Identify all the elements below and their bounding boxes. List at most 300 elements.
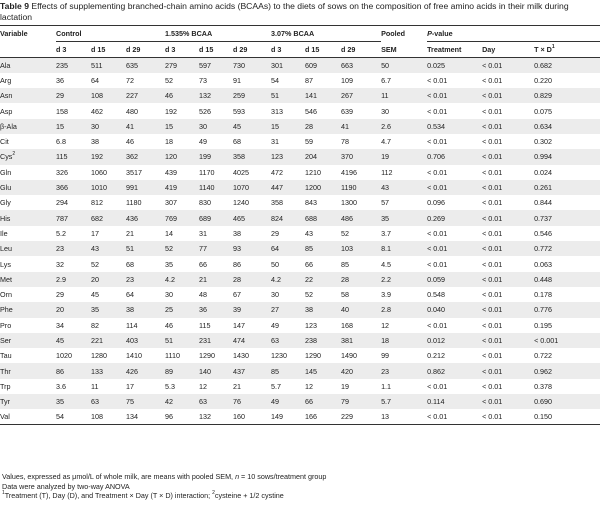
header-sem: SEM — [381, 44, 397, 54]
table-cell: 0.075 — [534, 106, 553, 116]
table-cell: 0.862 — [427, 366, 446, 376]
table-cell: 0.690 — [534, 397, 553, 407]
table-cell: 0.012 — [427, 335, 446, 345]
table-cell: < 0.01 — [482, 335, 503, 345]
table-cell: < 0.01 — [482, 381, 503, 391]
table-cell: < 0.01 — [427, 320, 448, 330]
table-cell: 1020 — [56, 351, 72, 361]
table-cell: 472 — [271, 167, 284, 177]
variable-name: Cys$^2$ — [0, 151, 16, 162]
table-row — [0, 409, 600, 424]
table-cell: 29 — [56, 290, 64, 300]
table-cell: 21 — [199, 274, 208, 284]
header-control-d29: d 29 — [126, 45, 141, 54]
table-cell: 99 — [381, 351, 390, 361]
variable-name: Asp — [0, 106, 13, 116]
table-cell: 5.7 — [271, 381, 282, 391]
table-cell: 49 — [199, 137, 208, 147]
table-cell: 46 — [165, 91, 174, 101]
table-cell: 593 — [233, 106, 246, 116]
table-cell: 23 — [381, 366, 390, 376]
table-cell: 824 — [271, 213, 284, 223]
table-cell: 526 — [199, 106, 212, 116]
table-cell: 199 — [199, 152, 212, 162]
table-cell: < 0.01 — [482, 183, 503, 193]
table-cell: 15 — [165, 121, 174, 131]
table-cell: 38 — [233, 228, 242, 238]
variable-name: Thr — [0, 366, 11, 376]
table-cell: 11 — [381, 91, 389, 101]
table-cell: 1060 — [91, 167, 107, 177]
table-cell: 426 — [126, 366, 138, 376]
header-txd: $T \times D^1$ — [534, 44, 555, 54]
table-caption — [0, 1, 598, 22]
table-cell: 58 — [341, 290, 350, 300]
table-cell: 39 — [233, 305, 242, 315]
table-cell: 108 — [91, 412, 103, 422]
table-cell: 1300 — [341, 198, 358, 208]
table-cell: 52 — [165, 244, 174, 254]
table-cell: 0.059 — [427, 274, 446, 284]
table-cell: 66 — [305, 259, 314, 269]
table-cell: 45 — [91, 290, 99, 300]
table-cell: 17 — [126, 381, 134, 391]
table-cell: 15 — [56, 121, 64, 131]
table-cell: 147 — [233, 320, 246, 330]
table-cell: < 0.01 — [482, 274, 503, 284]
table-cell: 57 — [381, 198, 390, 208]
header-day: Day — [482, 45, 496, 54]
table-cell: 141 — [305, 91, 318, 101]
table-cell: < 0.01 — [482, 198, 503, 208]
table-row — [0, 73, 600, 88]
table-cell: 1010 — [91, 183, 107, 193]
table-cell: 18 — [381, 335, 390, 345]
table-cell: 51 — [165, 335, 174, 345]
table-cell: < 0.01 — [482, 320, 503, 330]
table-cell: 11 — [91, 381, 99, 391]
table-cell: 3517 — [126, 167, 142, 177]
header-variable: Variable — [0, 29, 28, 39]
table-row — [0, 379, 600, 394]
table-cell: 0.114 — [427, 397, 445, 407]
table-cell: 21 — [233, 381, 242, 391]
table-cell: 326 — [56, 167, 68, 177]
table-cell: 109 — [341, 75, 354, 85]
table-cell: 64 — [126, 290, 134, 300]
table-cell: 419 — [165, 183, 178, 193]
table-cell: 149 — [271, 412, 284, 422]
table-cell: 19 — [341, 381, 350, 391]
table-cell: 403 — [126, 335, 138, 345]
table-cell: 462 — [91, 106, 103, 116]
table-cell: 96 — [165, 412, 174, 422]
table-cell: 78 — [341, 137, 350, 147]
table-cell: 1290 — [305, 351, 322, 361]
table-cell: 0.195 — [534, 320, 553, 330]
table-cell: 64 — [91, 75, 99, 85]
table-cell: 22 — [305, 274, 314, 284]
variable-name: Glu — [0, 183, 12, 193]
table-row — [0, 256, 600, 271]
table-cell: < 0.01 — [482, 137, 503, 147]
variable-name: Gln — [0, 167, 12, 177]
table-cell: < 0.01 — [482, 305, 503, 315]
header-control-d3: d 3 — [56, 45, 67, 54]
table-cell: 635 — [126, 60, 138, 70]
table-cell: 991 — [126, 183, 138, 193]
table-row — [0, 241, 600, 256]
table-cell: 192 — [165, 106, 178, 116]
table-cell: < 0.01 — [427, 412, 448, 422]
table-cell: 86 — [233, 259, 242, 269]
table-cell: 32 — [56, 259, 64, 269]
table-cell: 72 — [126, 75, 134, 85]
table-cell: 358 — [233, 152, 246, 162]
table-cell: 49 — [271, 397, 280, 407]
table-cell: 0.737 — [534, 213, 553, 223]
table-title: Effects of supplementing branched-chain amino acids (BCAAs) to the diets of sows on the composition of free amino acids in their milk during lactation — [0, 1, 569, 22]
table-cell: 12 — [199, 381, 208, 391]
table-row — [0, 134, 600, 149]
table-cell: 54 — [56, 412, 64, 422]
amino-acid-table — [0, 25, 600, 425]
table-cell: 132 — [199, 91, 212, 101]
table-cell: 82 — [91, 320, 99, 330]
header-group-row — [0, 26, 600, 42]
table-cell: 30 — [165, 290, 174, 300]
table-cell: 843 — [305, 198, 318, 208]
table-label: Table 9 — [0, 1, 29, 11]
table-cell: 0.269 — [427, 213, 446, 223]
table-cell: 812 — [91, 198, 103, 208]
table-row — [0, 348, 600, 363]
table-cell: 730 — [233, 60, 246, 70]
table-cell: 27 — [271, 305, 280, 315]
table-cell: 35 — [56, 397, 64, 407]
header-bcaa2-d3: d 3 — [271, 45, 282, 54]
table-cell: 439 — [165, 167, 178, 177]
variable-name: Phe — [0, 305, 13, 315]
table-row — [0, 318, 600, 333]
table-cell: 0.302 — [534, 137, 553, 147]
table-row — [0, 394, 600, 409]
table-cell: < 0.01 — [427, 228, 448, 238]
table-cell: 546 — [305, 106, 318, 116]
table-cell: 689 — [199, 213, 212, 223]
table-cell: 0.025 — [427, 60, 446, 70]
table-cell: 85 — [305, 244, 314, 254]
table-cell: 29 — [271, 228, 280, 238]
table-cell: 18 — [165, 137, 174, 147]
variable-name: His — [0, 213, 11, 223]
table-cell: 688 — [305, 213, 318, 223]
table-cell: 1230 — [271, 351, 288, 361]
table-cell: 0.178 — [534, 290, 553, 300]
table-cell: 0.776 — [534, 305, 553, 315]
table-cell: 132 — [199, 412, 212, 422]
variable-name: β-Ala — [0, 121, 17, 131]
variable-name: Ser — [0, 335, 12, 345]
table-cell: < 0.01 — [482, 60, 503, 70]
table-row — [0, 302, 600, 317]
table-cell: 158 — [56, 106, 68, 116]
table-cell: 362 — [126, 152, 138, 162]
table-cell: 31 — [199, 228, 208, 238]
table-cell: 0.634 — [534, 121, 553, 131]
table-cell: 120 — [165, 152, 178, 162]
table-cell: 259 — [233, 91, 246, 101]
table-cell: 12 — [381, 320, 390, 330]
table-cell: 4.5 — [381, 259, 392, 269]
table-cell: 1240 — [233, 198, 250, 208]
table-cell: 85 — [341, 259, 350, 269]
table-row — [0, 180, 600, 195]
table-cell: 0.994 — [534, 152, 553, 162]
table-cell: 204 — [305, 152, 318, 162]
table-cell: 358 — [271, 198, 284, 208]
table-cell: 1180 — [126, 198, 142, 208]
table-cell: 663 — [341, 60, 354, 70]
table-cell: 46 — [165, 320, 174, 330]
variable-name: Gly — [0, 198, 11, 208]
table-cell: 511 — [91, 60, 103, 70]
table-cell: 238 — [305, 335, 318, 345]
table-cell: 4.2 — [271, 274, 282, 284]
table-cell: < 0.01 — [482, 167, 503, 177]
table-cell: 123 — [271, 152, 284, 162]
table-cell: 17 — [91, 228, 99, 238]
table-cell: < 0.01 — [427, 137, 448, 147]
table-cell: 66 — [305, 397, 314, 407]
table-cell: 134 — [126, 412, 138, 422]
table-row — [0, 165, 600, 180]
table-row — [0, 272, 600, 287]
table-cell: 0.220 — [534, 75, 553, 85]
table-cell: 123 — [305, 320, 318, 330]
table-cell: 51 — [126, 244, 134, 254]
table-cell: < 0.01 — [482, 244, 503, 254]
table-cell: 140 — [199, 366, 212, 376]
table-cell: 40 — [341, 305, 350, 315]
table-cell: 29 — [56, 91, 64, 101]
table-cell: 2.2 — [381, 274, 392, 284]
table-cell: 108 — [91, 91, 103, 101]
table-cell: 45 — [56, 335, 64, 345]
table-footnotes — [2, 472, 326, 501]
table-cell: 5.3 — [165, 381, 176, 391]
header-control: Control — [56, 26, 165, 42]
table-cell: 50 — [381, 60, 390, 70]
table-cell: < 0.01 — [427, 381, 448, 391]
header-pooled: Pooled — [381, 29, 406, 39]
table-cell: 0.829 — [534, 91, 553, 101]
table-cell: 30 — [91, 121, 99, 131]
table-cell: 235 — [56, 60, 68, 70]
table-cell: 437 — [233, 366, 246, 376]
table-row — [0, 119, 600, 134]
table-cell: < 0.01 — [427, 244, 448, 254]
variable-name: Pro — [0, 320, 12, 330]
table-cell: 192 — [91, 152, 103, 162]
header-bcaa1-d3: d 3 — [165, 45, 176, 54]
variable-name: Tyr — [0, 397, 10, 407]
table-cell: 145 — [305, 366, 318, 376]
table-cell: 474 — [233, 335, 246, 345]
table-cell: < 0.01 — [482, 106, 503, 116]
table-cell: 68 — [233, 137, 242, 147]
table-cell: 21 — [126, 228, 134, 238]
table-cell: 36 — [56, 75, 64, 85]
table-cell: 52 — [341, 228, 350, 238]
table-cell: 4025 — [233, 167, 250, 177]
table-cell: 229 — [341, 412, 354, 422]
table-cell: 103 — [341, 244, 354, 254]
table-row — [0, 58, 600, 73]
table-cell: 0.212 — [427, 351, 446, 361]
table-cell: 133 — [91, 366, 103, 376]
table-cell: < 0.01 — [482, 397, 503, 407]
header-bcaa-1535: 1.535% BCAA — [165, 26, 271, 42]
header-bcaa1-d29: d 29 — [233, 45, 248, 54]
table-cell: 76 — [233, 397, 242, 407]
table-cell: 447 — [271, 183, 284, 193]
table-cell: 0.534 — [427, 121, 446, 131]
table-cell: < 0.01 — [482, 412, 503, 422]
table-cell: 41 — [341, 121, 350, 131]
table-cell: 436 — [126, 213, 138, 223]
table-cell: 4.7 — [381, 137, 392, 147]
table-cell: 381 — [341, 335, 354, 345]
table-cell: 89 — [165, 366, 174, 376]
table-cell: 59 — [305, 137, 314, 147]
table-cell: 0.706 — [427, 152, 446, 162]
table-cell: 52 — [165, 75, 174, 85]
table-cell: 86 — [56, 366, 64, 376]
table-row — [0, 363, 600, 378]
table-cell: < 0.01 — [482, 290, 503, 300]
table-cell: 38 — [305, 305, 314, 315]
table-cell: 52 — [91, 259, 99, 269]
table-cell: 3.9 — [381, 290, 392, 300]
header-bcaa1-d15: d 15 — [199, 45, 214, 54]
table-cell: 15 — [271, 121, 280, 131]
table-cell: 294 — [56, 198, 68, 208]
table-row — [0, 195, 600, 210]
table-row — [0, 287, 600, 302]
table-cell: < 0.01 — [427, 91, 448, 101]
table-cell: 1190 — [341, 183, 357, 193]
table-cell: 0.772 — [534, 244, 553, 254]
table-cell: 43 — [91, 244, 99, 254]
table-cell: 0.962 — [534, 366, 553, 376]
table-cell: 20 — [56, 305, 64, 315]
table-cell: 1110 — [165, 351, 180, 361]
table-cell: 639 — [341, 106, 354, 116]
header-bcaa2-d29: d 29 — [341, 45, 356, 54]
table-cell: 75 — [126, 397, 134, 407]
variable-name: Asn — [0, 91, 13, 101]
variable-name: Lys — [0, 259, 11, 269]
table-cell: 682 — [91, 213, 103, 223]
table-cell: 1210 — [305, 167, 322, 177]
table-cell: 0.096 — [427, 198, 446, 208]
table-cell: 480 — [126, 106, 138, 116]
variable-name: Ala — [0, 60, 11, 70]
table-cell: < 0.01 — [482, 91, 503, 101]
table-cell: < 0.01 — [482, 213, 503, 223]
variable-name: Leu — [0, 244, 12, 254]
table-cell: 420 — [341, 366, 354, 376]
table-cell: 307 — [165, 198, 178, 208]
table-cell: 1290 — [199, 351, 216, 361]
table-cell: 112 — [381, 167, 393, 177]
table-cell: 231 — [199, 335, 212, 345]
table-cell: 769 — [165, 213, 178, 223]
table-cell: 115 — [199, 320, 211, 330]
header-blank — [0, 42, 56, 58]
table-cell: 41 — [126, 121, 134, 131]
table-cell: 19 — [381, 152, 390, 162]
table-cell: 279 — [165, 60, 178, 70]
table-cell: 0.040 — [427, 305, 446, 315]
table-cell: 486 — [341, 213, 354, 223]
table-cell: 28 — [341, 274, 350, 284]
table-cell: 35 — [91, 305, 99, 315]
table-row — [0, 210, 600, 225]
table-cell: < 0.01 — [482, 351, 503, 361]
table-cell: 2.8 — [381, 305, 392, 315]
table-cell: 42 — [165, 397, 174, 407]
table-cell: < 0.01 — [427, 167, 448, 177]
table-cell: 0.150 — [534, 412, 553, 422]
table-cell: 5.7 — [381, 397, 392, 407]
table-cell: 830 — [199, 198, 212, 208]
table-cell: 166 — [305, 412, 318, 422]
table-cell: 51 — [271, 91, 280, 101]
table-cell: 48 — [199, 290, 208, 300]
table-row — [0, 103, 600, 118]
table-row — [0, 226, 600, 241]
table-cell: < 0.01 — [427, 259, 448, 269]
table-cell: 465 — [233, 213, 246, 223]
table-cell: 221 — [91, 335, 103, 345]
table-cell: 6.8 — [56, 137, 66, 147]
table-cell: 87 — [305, 75, 314, 85]
table-cell: 301 — [271, 60, 284, 70]
variable-name: Trp — [0, 381, 11, 391]
table-row — [0, 149, 600, 164]
table-cell: 0.378 — [534, 381, 553, 391]
table-cell: 52 — [305, 290, 314, 300]
table-cell: 31 — [271, 137, 280, 147]
table-cell: 114 — [126, 320, 138, 330]
table-cell: 4.2 — [165, 274, 176, 284]
table-cell: 1170 — [199, 167, 215, 177]
table-cell: 93 — [233, 244, 242, 254]
table-cell: 35 — [165, 259, 174, 269]
variable-name: Ile — [0, 228, 8, 238]
table-cell: 4196 — [341, 167, 358, 177]
table-cell: 46 — [126, 137, 134, 147]
header-control-d15: d 15 — [91, 45, 106, 54]
table-cell: 1070 — [233, 183, 250, 193]
table-cell: 5.2 — [56, 228, 66, 238]
table-cell: 43 — [305, 228, 314, 238]
table-cell: 313 — [271, 106, 284, 116]
table-cell: 67 — [233, 290, 242, 300]
table-cell: 54 — [271, 75, 280, 85]
